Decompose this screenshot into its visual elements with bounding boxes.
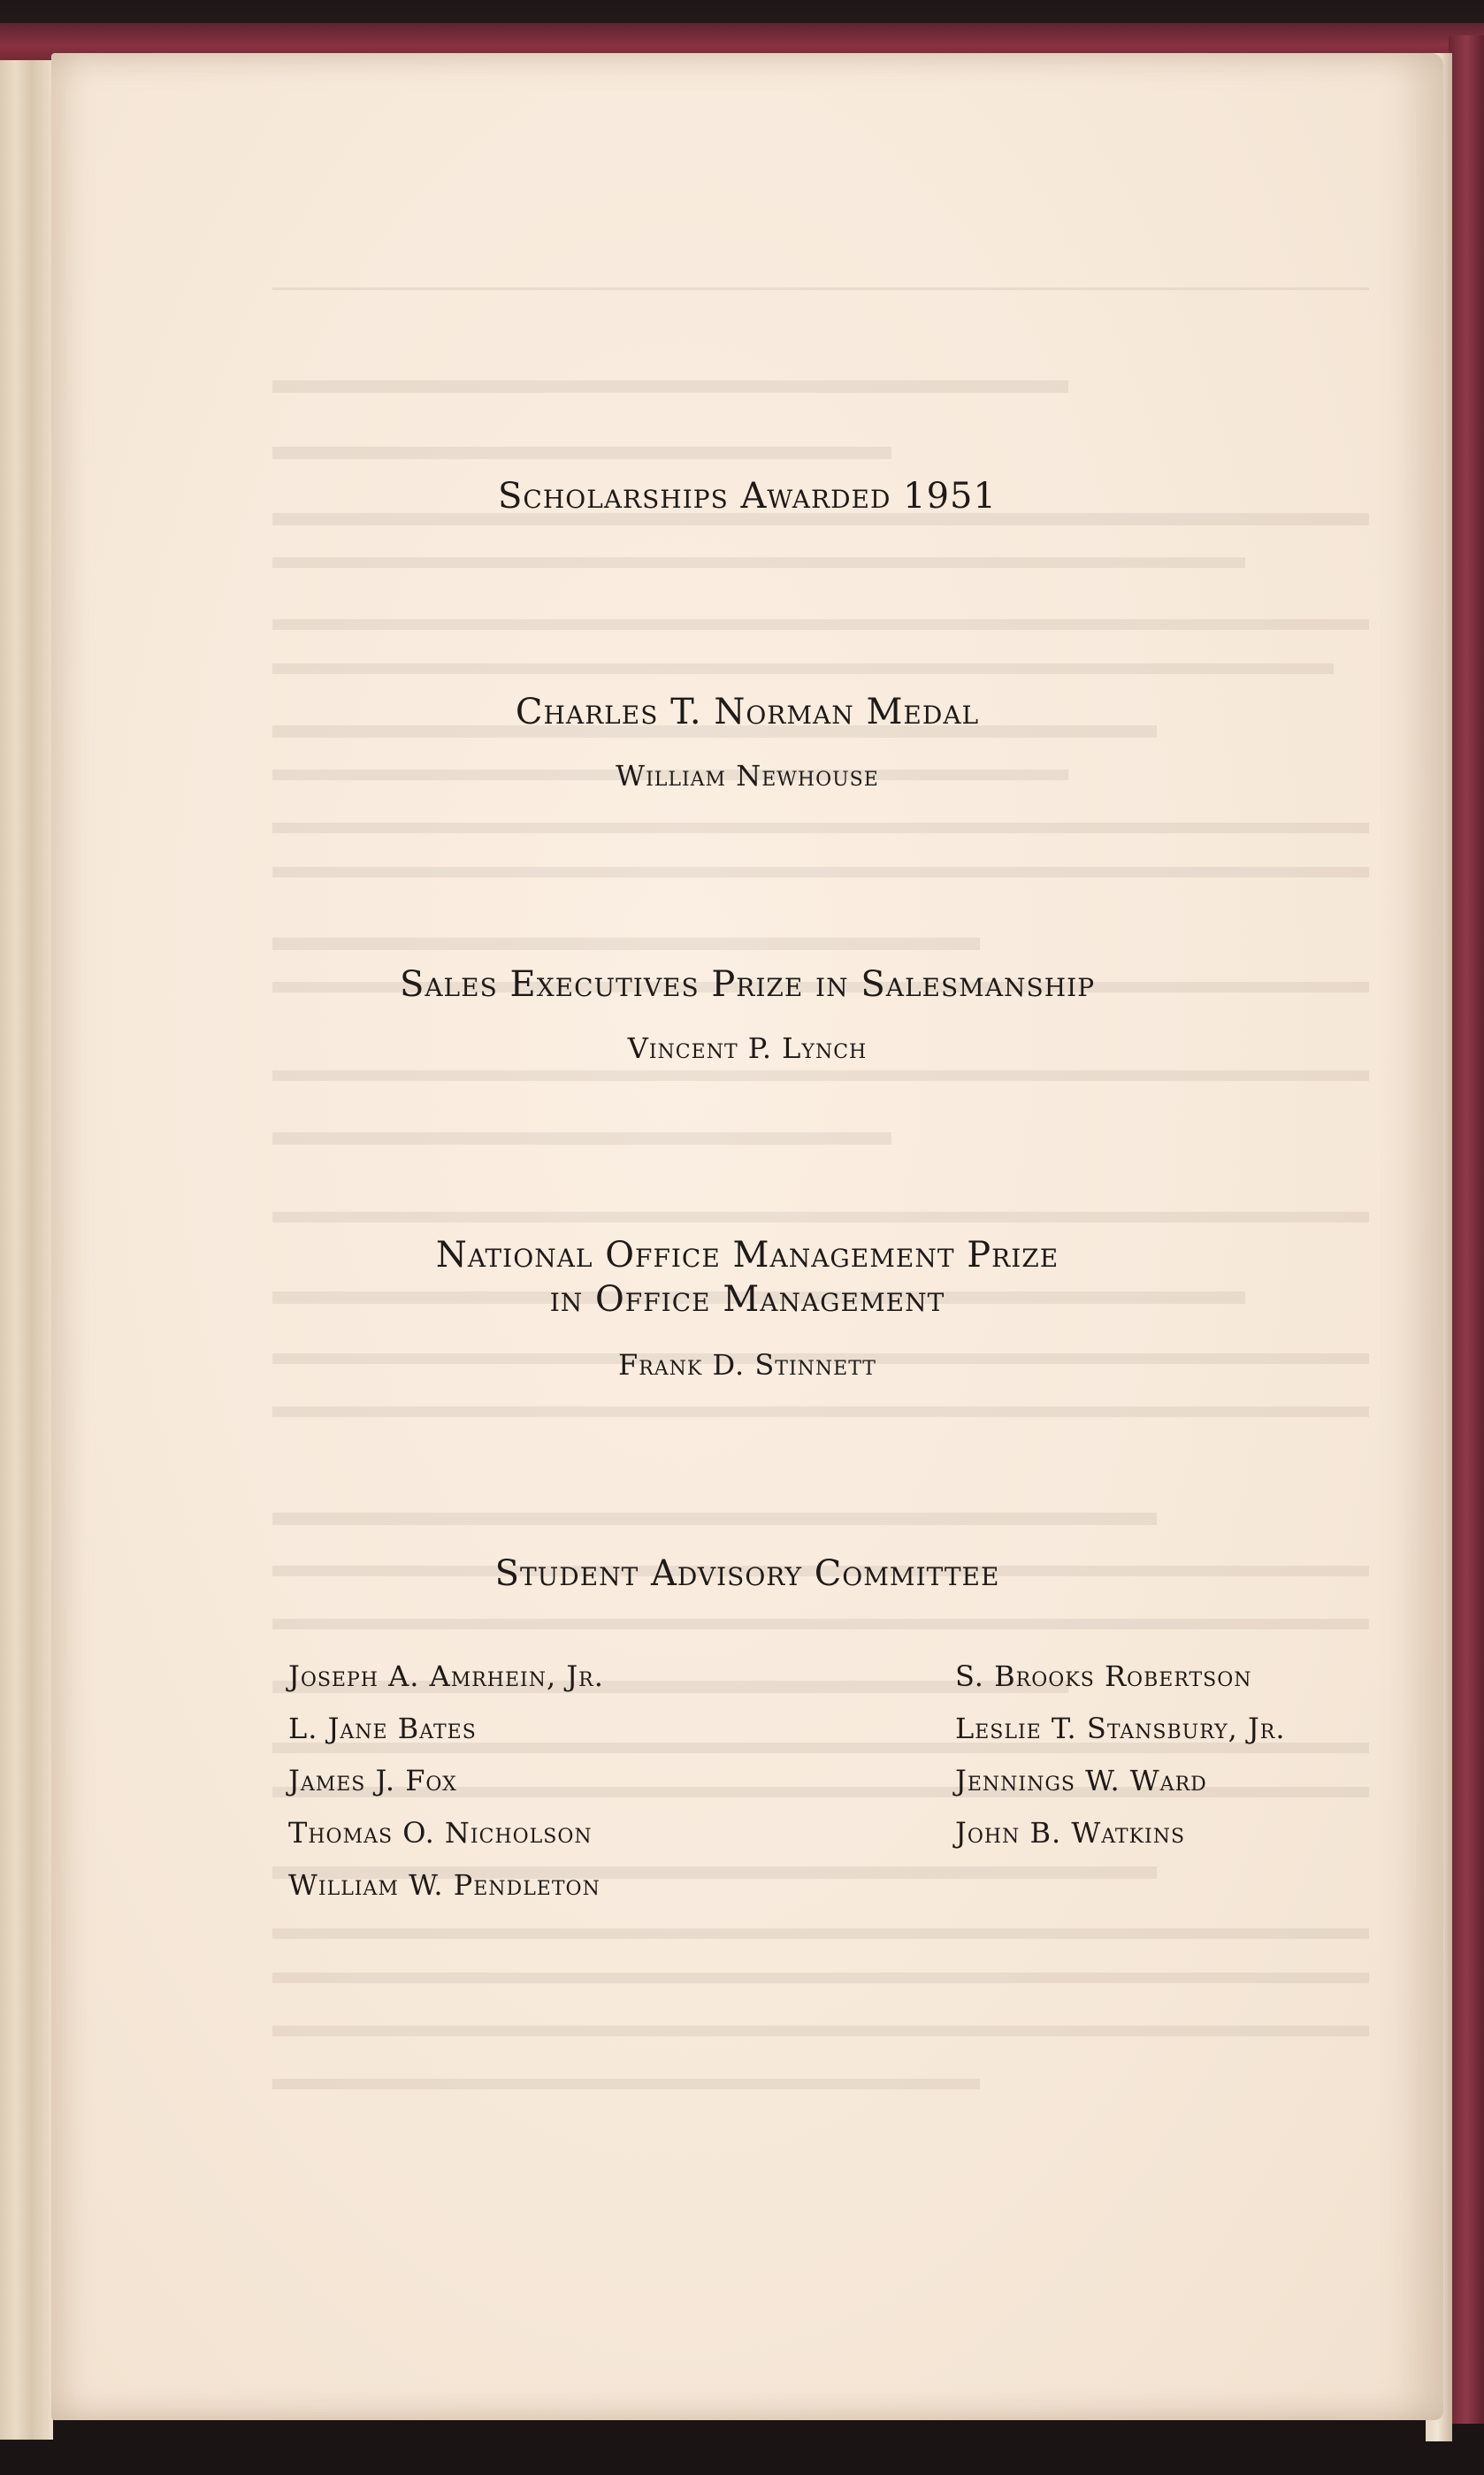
sales-prize-heading: Sales Executives Prize in Salesmanship — [399, 964, 1096, 1005]
page-title: Scholarships Awarded 1951 — [498, 476, 997, 517]
committee-member: James J. Fox — [288, 1764, 457, 1797]
committee-member: S. Brooks Robertson — [955, 1659, 1252, 1693]
norman-medal-heading: Charles T. Norman Medal — [515, 692, 980, 732]
page-edges-left — [0, 60, 53, 2440]
committee-member: Thomas O. Nicholson — [288, 1816, 593, 1850]
book-page — [51, 53, 1443, 2420]
committee-member: John B. Watkins — [955, 1816, 1186, 1850]
committee-member: L. Jane Bates — [288, 1712, 477, 1745]
committee-member: William W. Pendleton — [288, 1868, 600, 1902]
committee-member: Leslie T. Stansbury, Jr. — [955, 1712, 1286, 1745]
office-prize-recipient: Frank D. Stinnett — [618, 1348, 876, 1382]
norman-medal-recipient: William Newhouse — [616, 759, 879, 793]
cover-binding-right — [1449, 35, 1484, 2424]
committee-left-column — [288, 1651, 604, 1912]
office-prize-heading-line2: in Office Management — [549, 1279, 945, 1320]
sales-prize-recipient: Vincent P. Lynch — [627, 1031, 868, 1065]
committee-right-column — [955, 1651, 1286, 1859]
committee-heading: Student Advisory Committee — [494, 1553, 1000, 1594]
office-prize-heading-line1: National Office Management Prize — [435, 1235, 1059, 1276]
committee-member: Jennings W. Ward — [955, 1764, 1207, 1797]
committee-member: Joseph A. Amrhein, Jr. — [288, 1659, 604, 1693]
